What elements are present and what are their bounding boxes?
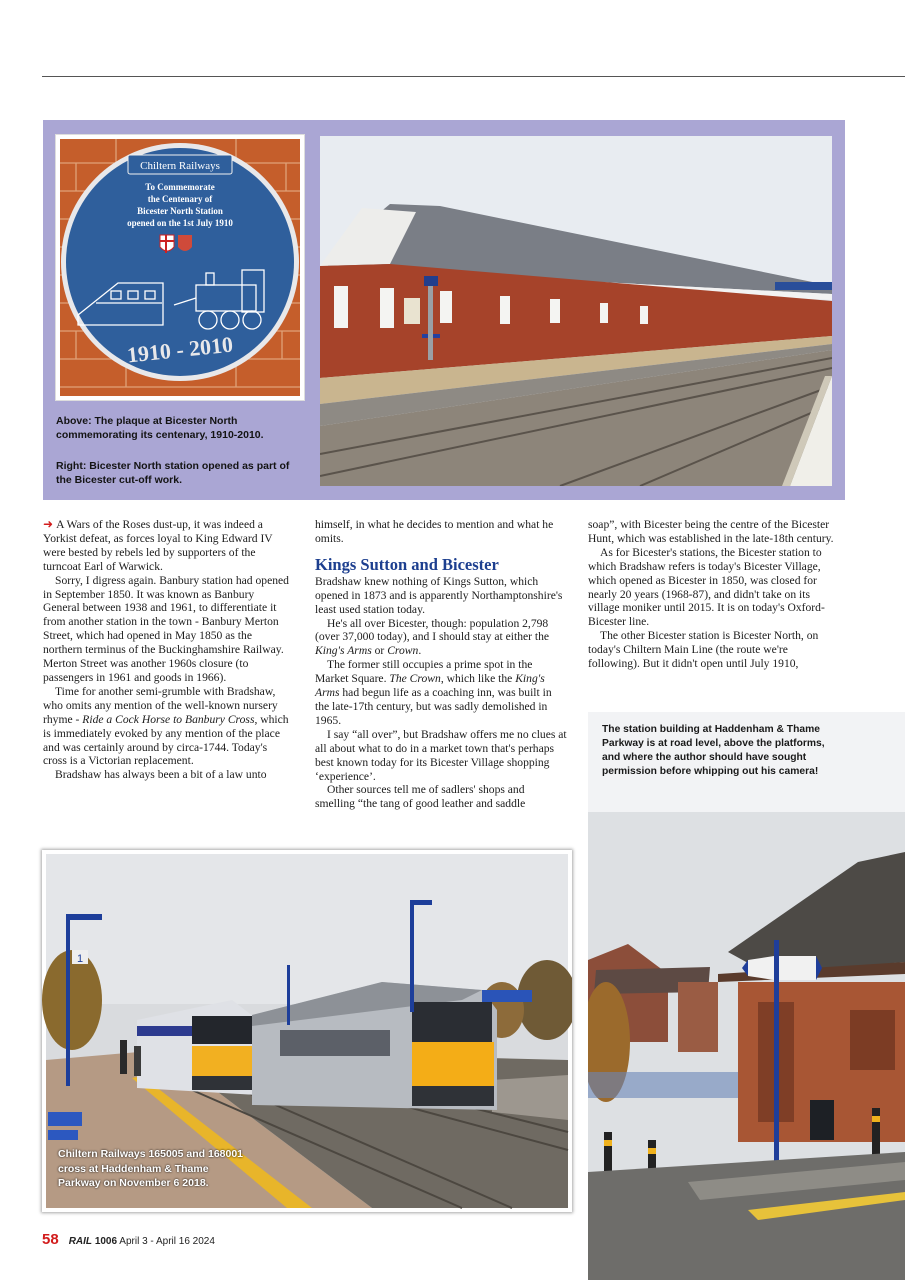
paragraph: ➜ A Wars of the Roses dust-up, it was indeed a Yorkist defeat, as forces loyal to King Edward IV were bested by rebels led by supporters of the turncoat Earl of Warwick. <box>43 517 273 573</box>
page-footer <box>42 1231 215 1248</box>
bicester-north-station-photo <box>320 136 832 486</box>
caption-above: Above: The plaque at Bicester North commemorating its centenary, 1910-2010. <box>56 415 264 441</box>
paragraph: soap”, with Bicester being the centre of the Bicester Hunt, which was established in the late-18th century. <box>588 518 834 545</box>
plaque-company: Chiltern Railways <box>140 160 220 172</box>
plaque-line-3: Bicester North Station <box>137 206 223 216</box>
header-rule <box>42 76 905 77</box>
paragraph: Other sources tell me of sadlers' shops and smelling “the tang of good leather and saddle <box>315 783 526 811</box>
paragraph: Sorry, I digress again. Banbury station had opened in September 1850. It was known as Banbury General between 1938 and 1961, to differentiate it from another station in the town - Banbury Merton Street, which had opened in May 1850 as the northern terminus of the Buckinghamshire Railway. Merton Street was another 1960s closure (to passengers in 1961 and goods in 1966). <box>43 573 289 684</box>
paragraph: The other Bicester station is Bicester North, on today's Chiltern Main Line (the route we're following). But it didn't open until July 1910, <box>588 629 819 671</box>
paragraph: The former still occupies a prime spot in the Market Square. The Crown, which like the King's Arms had begun life as a coaching inn, was built in the late-17th century, but was sadly demolished in 1965. <box>315 658 552 727</box>
paragraph: Bradshaw knew nothing of Kings Sutton, which opened in 1873 and is apparently Northamptonshire's least used station today. <box>315 574 563 616</box>
continuation-arrow-icon: ➜ <box>43 517 54 531</box>
plaque-line-1: To Commemorate <box>145 182 215 192</box>
subheading: Kings Sutton and Bicester <box>315 554 499 574</box>
issue-dates: April 3 - April 16 2024 <box>119 1236 215 1247</box>
platform-number-sign: 1 <box>76 953 84 965</box>
plaque-photo <box>56 135 304 400</box>
page-number: 58 <box>42 1231 59 1248</box>
paragraph: He's all over Bicester, though: population 2,798 (over 37,000 today), and I should stay at either the King's Arms or Crown. <box>315 616 550 658</box>
plaque-years: 1910 - 2010 <box>125 331 235 368</box>
paragraph: Bradshaw has always been a bit of a law unto <box>55 768 267 782</box>
plaque-line-2: the Centenary of <box>147 194 213 204</box>
plaque-line-4: opened on the 1st July 1910 <box>127 218 233 228</box>
caption-right: Right: Bicester North station opened as part of the Bicester cut-off work. <box>56 460 290 486</box>
article-column-2 <box>315 518 567 811</box>
article-column-3 <box>588 518 840 671</box>
caption-haddenham: The station building at Haddenham & Thame Parkway is at road level, above the platforms, and where the author should have sought permission before whipping out his camera! <box>602 724 825 777</box>
magazine-name: RAIL <box>68 1236 93 1247</box>
issue-number: 1006 <box>94 1236 118 1247</box>
caption-trains: Chiltern Railways 165005 and 168001 cross at Haddenham & Thame Parkway on November 6 2018. <box>58 1148 244 1189</box>
article-column-1 <box>43 518 293 782</box>
paragraph: himself, in what he decides to mention and what he omits. <box>315 518 554 545</box>
haddenham-station-photo <box>588 712 905 1280</box>
paragraph: As for Bicester's stations, the Bicester station to which Bradshaw refers is today's Bicester Village, which opened as Bicester in 1850, was closed for nearly 20 years (1968-87), and didn't take on its village moniker until 2015. It is on today's Oxford-Bicester line. <box>588 545 825 629</box>
paragraph: I say “all over”, but Bradshaw offers me no clues at all about what to do in a market town that's perhaps best known today for its Bicester Village shopping ‘experience’. <box>315 727 567 783</box>
paragraph: Time for another semi-grumble with Bradshaw, who omits any mention of the well-known nursery rhyme - Ride a Cock Horse to Banbury Cross, which is immediately evoked by any mention of the place and was certainly around by circa-1744. Today's cross is a Victorian replacement. <box>43 684 289 768</box>
